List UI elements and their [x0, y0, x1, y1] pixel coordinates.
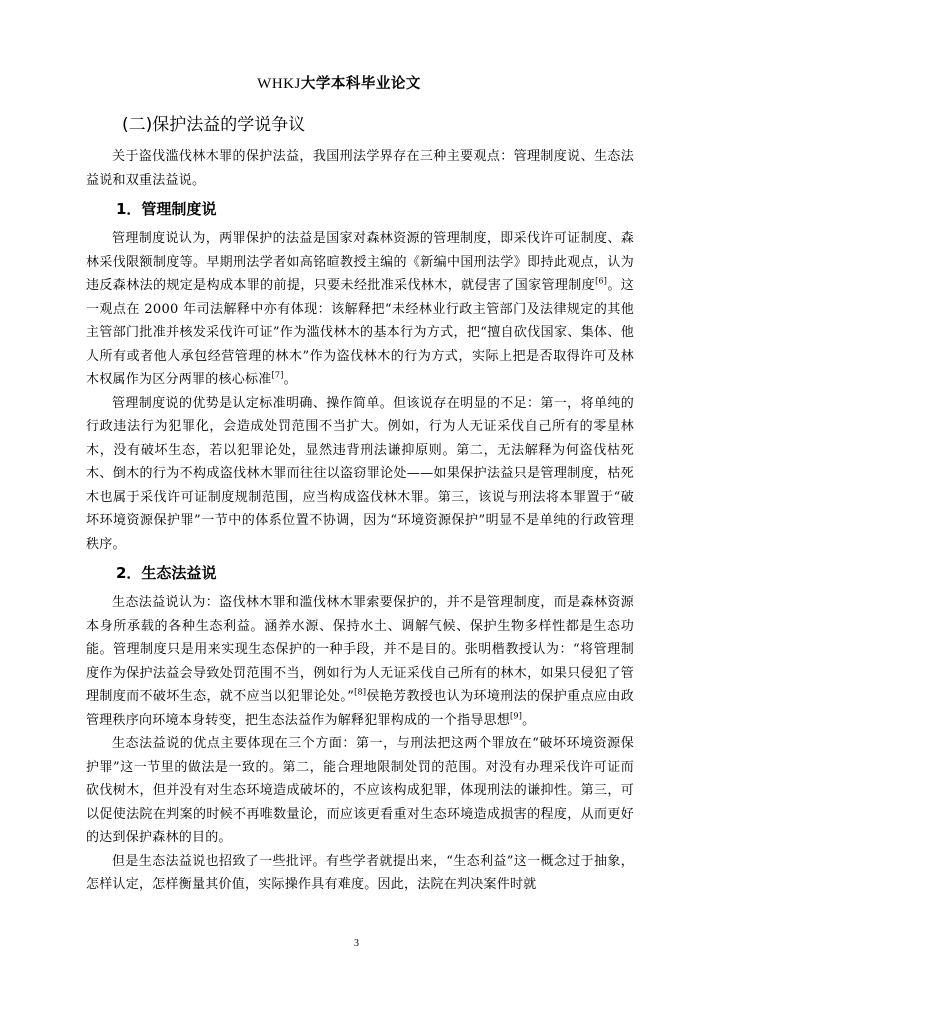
paragraph-ecological-advantages: 生态法益说的优点主要体现在三个方面：第一，与刑法把这两个罪放在“破坏环境资源保护罪”这一节里的做法是一致的。第二，能合理地限制处罚的范围。对没有办理采伐许可证而砍伐树木，但并没有对生态环境造成破坏的，不应该构成犯罪，体现刑法的谦抑性。第三，可以促使法院在判案的时候不再唯数量论，而应该更看重对生态环境造成损害的程度，从而更好的达到保护森林的目的。: [86, 736, 634, 845]
paragraph-ecological-critique: 但是生态法益说也招致了一些批评。有些学者就提出来，“生态利益”这一概念过于抽象，怎样认定，怎样衡量其价值，实际操作具有难度。因此，法院在判决案件时就: [86, 853, 634, 892]
citation-8: [8]: [354, 687, 367, 697]
citation-6: [6]: [595, 276, 608, 286]
body-content: [86, 110, 634, 897]
citation-9: [9]: [510, 711, 523, 721]
text-segment: 。: [283, 372, 297, 387]
subsection-title-1: 1．管理制度说: [116, 200, 217, 218]
text-segment: 管理制度说认为，两罪保护的法益是国家对森林资源的管理制度，即采伐许可证制度、森林采伐限额制度等。早期刑法学者如高铭暄教授主编的《新编中国刑法学》即持此观点，认为违反森林法的规定是构成本罪的前提，只要未经批准采伐林木，就侵害了国家管理制度: [86, 231, 634, 293]
citation-7: [7]: [271, 370, 284, 380]
paragraph-ecological-definition: [86, 591, 634, 732]
text-segment: 生态法益说认为：盗伐林木罪和滥伐林木罪索要保护的，并不是管理制度，而是森林资源本身所承载的各种生态利益。涵养水源、保持水土、调解气候、保护生物多样性都是生态功能。管理制度只是用来实现生态保护的一种手段，并不是目的。张明楷教授认为：“将管理制度作为保护法益会导致处罚范围不当，例如行为人无证采伐自己所有的林木，如果只侵犯了管理制度而不破坏生态，就不应当以犯罪论处。”: [86, 595, 634, 704]
text-segment: 侯艳芳教授也认为环境刑法的保护重点应由政管理秩序向环境本身转变，把生态法益作为解释犯罪构成的一个指导思想: [86, 689, 634, 728]
header-title: 大学本科毕业论文: [300, 76, 421, 92]
running-header: [0, 72, 678, 93]
text-segment: 。这一观点在 2000 年司法解释中亦有体现：该解释把“未经林业行政主管部门及法律规定的其他主管部门批准并核发采伐许可证”作为滥伐林木的基本行为方式，把“擅自砍伐国家、集体、他人所有或者他人承包经营管理的林木”作为盗伐林木的行为方式，实际上把是否取得许可及林木权属作为区分两罪的核心标准: [86, 278, 634, 387]
subsection-title-2: 2．生态法益说: [116, 564, 217, 582]
header-latin: WHKJ: [257, 76, 301, 92]
page-number: 3: [354, 938, 359, 949]
section-title: (二)保护法益的学说争议: [122, 115, 306, 135]
paragraph-management-definition: [86, 227, 634, 392]
text-segment: 。: [522, 712, 536, 728]
paragraph-management-critique: 管理制度说的优势是认定标准明确、操作简单。但该说存在明显的不足：第一，将单纯的行政违法行为犯罪化，会造成处罚范围不当扩大。例如，行为人无证采伐自己所有的零星林木，没有破坏生态，若以犯罪论处，显然违背刑法谦抑原则。第二，无法解释为何盗伐枯死木、倒木的行为不构成盗伐林木罪而往往以盗窃罪论处——如果保护法益只是管理制度，枯死木也属于采伐许可证制度规制范围，应当构成盗伐林木罪。第三，该说与刑法将本罪置于“破坏环境资源保护罪”一节中的体系位置不协调，因为“环境资源保护”明显不是单纯的行政管理秩序。: [86, 395, 634, 552]
intro-paragraph: 关于盗伐滥伐林木罪的保护法益，我国刑法学界存在三种主要观点：管理制度说、生态法益说和双重法益说。: [86, 149, 634, 188]
